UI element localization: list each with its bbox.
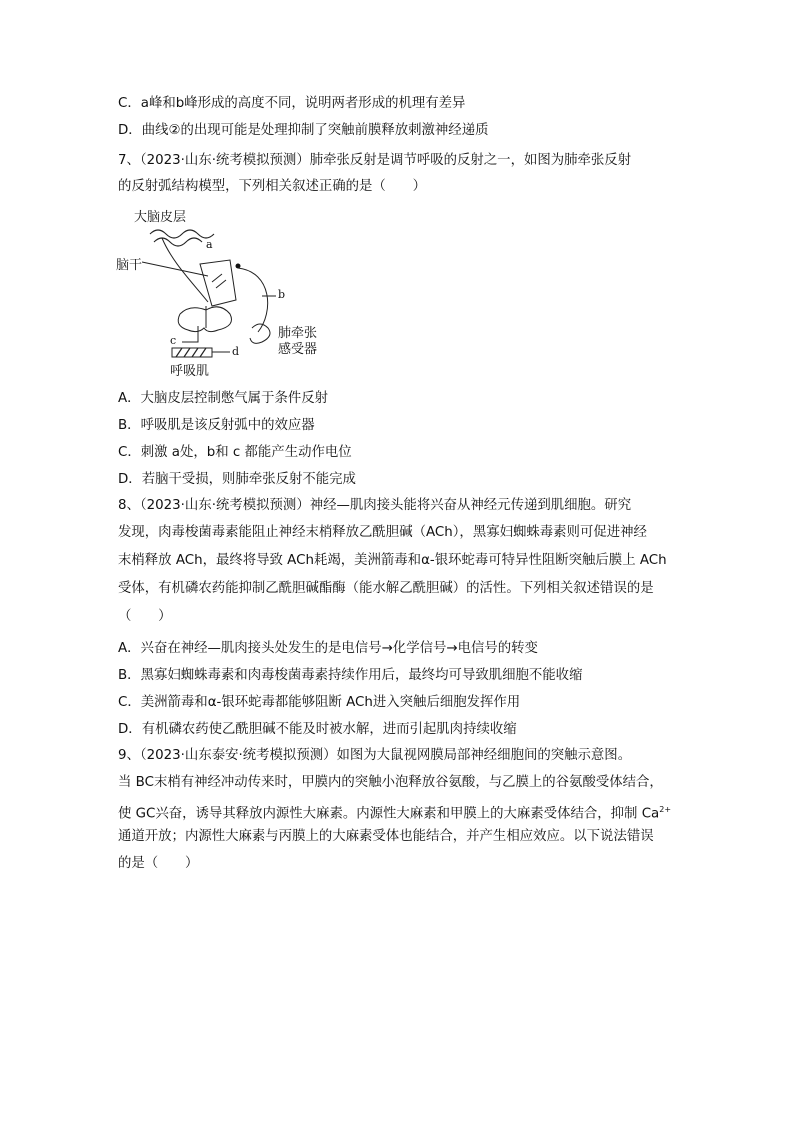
question-9-line-2: 当 BC末梢有神经冲动传来时，甲膜内的突触小泡释放谷氨酸，与乙膜上的谷氨酸受体结合， [118,775,663,790]
question-8-line-3: 末梢释放 ACh，最终将导致 ACh耗竭，美洲箭毒和α-银环蛇毒可特异性阻断突触后膜上 ACh [118,553,667,568]
question-9-line-5: 的是（ ） [118,856,199,871]
question-7-line-2: 的反射弧结构模型，下列相关叙述正确的是（ ） [118,179,426,194]
question-8-line-2: 发现，肉毒梭菌毒素能阻止神经末梢释放乙酰胆碱（ACh），黑寡妇蜘蛛毒素则可促进神经 [118,525,647,540]
question-8-line-4: 受体，有机磷农药能抑制乙酰胆碱酯酶（能水解乙酰胆碱）的活性。下列相关叙述错误的是 [118,581,654,596]
question-7-line-1: 7、（2023·山东·统考模拟预测）肺牵张反射是调节呼吸的反射之一，如图为肺牵张反射 [118,153,632,168]
label-c: c [170,334,177,347]
question-9-line-4: 通道开放；内源性大麻素与丙膜上的大麻素受体也能结合，并产生相应效应。以下说法错误 [118,829,654,844]
question-8-line-1: 8、（2023·山东·统考模拟预测）神经—肌肉接头能将兴奋从神经元传递到肌细胞。研究 [118,498,632,513]
label-stretch-receptor-line2: 感受器 [278,342,318,357]
question-9-line-1: 9、（2023·山东泰安·统考模拟预测）如图为大鼠视网膜局部神经细胞间的突触示意图。 [118,748,632,763]
q8-option-a: A．兴奋在神经—肌肉接头处发生的是电信号→化学信号→电信号的转变 [118,641,538,656]
calcium-superscript: 2+ [659,805,672,814]
label-cerebral-cortex: 大脑皮层 [134,210,187,225]
label-a: a [206,238,213,251]
label-stretch-receptor-line1: 肺牵张 [278,326,318,341]
question-9-line-3-text: 使 GC兴奋，诱导其释放内源性大麻素。内源性大麻素和甲膜上的大麻素受体结合，抑制 Ca [118,806,660,822]
q8-option-c: C．美洲箭毒和α-银环蛇毒都能够阻断 ACh进入突触后细胞发挥作用 [118,695,521,710]
q7-option-b: B．呼吸肌是该反射弧中的效应器 [118,418,315,433]
option-c-q6: C．a峰和b峰形成的高度不同，说明两者形成的机理有差异 [118,96,466,111]
option-d-q6: D．曲线②的出现可能是处理抑制了突触前膜释放刺激神经递质 [118,123,489,138]
question-9-line-3 [118,801,671,823]
label-d: d [232,345,240,358]
label-brainstem: 脑干 [116,258,143,273]
label-respiratory-muscle: 呼吸肌 [170,364,210,379]
q7-option-a: A．大脑皮层控制憋气属于条件反射 [118,391,329,406]
question-8-line-5: （ ） [118,609,172,624]
q8-option-b: B．黑寡妇蜘蛛毒素和肉毒梭菌毒素持续作用后，最终均可导致肌细胞不能收缩 [118,668,583,683]
reflex-arc-diagram [112,202,342,380]
q7-option-d: D．若脑干受损，则肺牵张反射不能完成 [118,472,356,487]
q7-option-c: C．刺激 a处，b和 c 都能产生动作电位 [118,445,352,460]
q8-option-d: D．有机磷农药使乙酰胆碱不能及时被水解，进而引起肌肉持续收缩 [118,722,517,737]
label-b: b [278,288,286,301]
